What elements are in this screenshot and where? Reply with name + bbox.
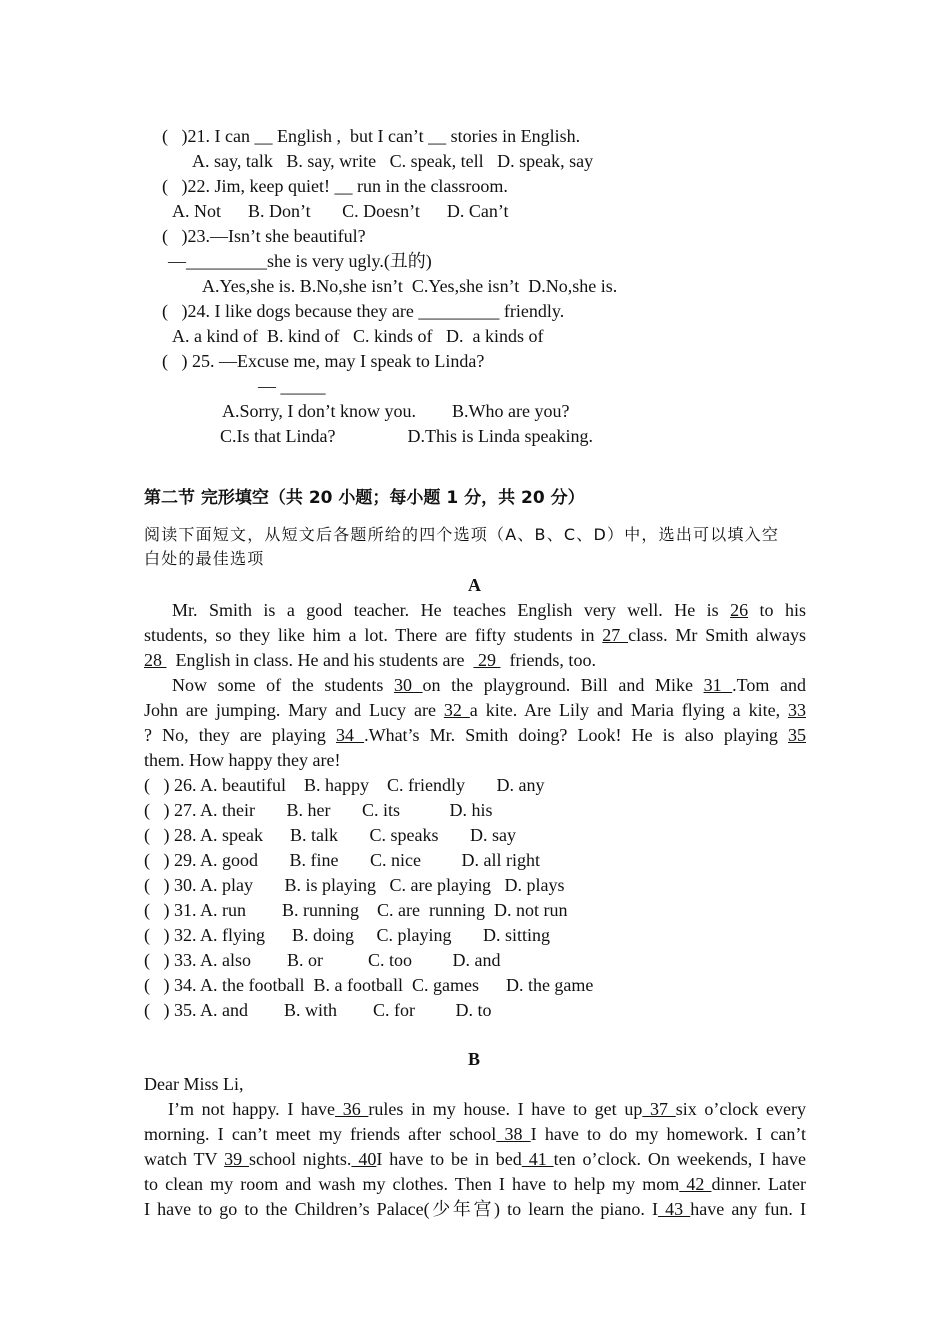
text: Now some of the students xyxy=(172,675,394,695)
question-25-reply: — _____ xyxy=(258,376,326,396)
passage-b-line-5 xyxy=(144,1197,806,1222)
question-25-options-cd: C.Is that Linda? D.This is Linda speaking. xyxy=(220,426,593,446)
option-row-27: ( ) 27. A. their B. her C. its D. his xyxy=(144,800,493,820)
option-row-32: ( ) 32. A. flying B. doing C. playing D. sitting xyxy=(144,925,551,945)
text: six o’clock every xyxy=(675,1099,807,1119)
option-row-34: ( ) 34. A. the football B. a football C. games D. the game xyxy=(144,975,594,995)
passage-a-line-6 xyxy=(144,723,806,748)
text: John are jumping. Mary and Lucy are xyxy=(144,700,444,720)
text: morning. I can’t meet my friends after school xyxy=(144,1124,497,1144)
passage-b-line-1 xyxy=(144,1097,806,1122)
blank-32: 32 xyxy=(443,700,470,720)
question-25-options-ab: A.Sorry, I don’t know you. B.Who are you? xyxy=(222,401,570,421)
blank-30: 30 xyxy=(393,675,423,695)
text: school nights. xyxy=(249,1149,352,1169)
text: .What’s Mr. Smith doing? Look! He is also playing xyxy=(364,725,788,745)
passage-b-line-3 xyxy=(144,1147,806,1172)
text: rules in my house. I have to get up xyxy=(368,1099,643,1119)
blank-28: 28 xyxy=(144,650,167,670)
blank-41: 41 xyxy=(521,1149,554,1169)
blank-29: 29 xyxy=(473,650,501,670)
question-23-reply: —_________she is very ugly.(丑的) xyxy=(168,251,432,271)
text: ten o’clock. On weekends, I have xyxy=(553,1149,807,1169)
question-24-stem: ( )24. I like dogs because they are _________ friendly. xyxy=(162,301,565,321)
blank-42: 42 xyxy=(679,1174,712,1194)
passage-a-title: A xyxy=(468,575,481,595)
text: dinner. Later xyxy=(711,1174,807,1194)
blank-43: 43 xyxy=(658,1199,691,1219)
question-23-options: A.Yes,she is. B.No,she isn’t C.Yes,she isn’t D.No,she is. xyxy=(202,276,618,296)
blank-38: 38 xyxy=(496,1124,531,1144)
option-row-35: ( ) 35. A. and B. with C. for D. to xyxy=(144,1000,492,1020)
option-row-30: ( ) 30. A. play B. is playing C. are playing D. plays xyxy=(144,875,565,895)
text: to his xyxy=(748,600,806,620)
question-22-stem: ( )22. Jim, keep quiet! __ run in the classroom. xyxy=(162,176,508,196)
question-22-options: A. Not B. Don’t C. Doesn’t D. Can’t xyxy=(172,201,509,221)
text: I have to be in bed xyxy=(376,1149,522,1169)
blank-35: 35 xyxy=(788,725,806,745)
text: a kite. Are Lily and Maria flying a kite, xyxy=(469,700,788,720)
text: on the playground. Bill and Mike xyxy=(422,675,704,695)
blank-33: 33 xyxy=(788,700,806,720)
passage-b-line-4 xyxy=(144,1172,806,1197)
option-row-29: ( ) 29. A. good B. fine C. nice D. all right xyxy=(144,850,540,870)
text: friends, too. xyxy=(500,650,596,670)
passage-b-line-2 xyxy=(144,1122,806,1147)
section-instruction-line-1: 阅读下面短文，从短文后各题所给的四个选项（A、B、C、D）中，选出可以填入空 xyxy=(144,525,780,544)
text: to clean my room and wash my clothes. Then I have to help my mom xyxy=(144,1174,680,1194)
option-row-33: ( ) 33. A. also B. or C. too D. and xyxy=(144,950,501,970)
passage-a-line-5 xyxy=(144,698,806,723)
section-instruction-line-2: 白处的最佳选项 xyxy=(144,549,265,568)
question-21-stem: ( )21. I can __ English , but I can’t __ stories in English. xyxy=(162,126,581,146)
text: .Tom and xyxy=(732,675,806,695)
section-heading: 第二节 完形填空（共 20 小题；每小题 1 分，共 20 分） xyxy=(144,488,585,508)
blank-34: 34 xyxy=(335,725,365,745)
text: I have to go to the Children’s Palace(少年宫) to learn the piano. I xyxy=(144,1199,659,1219)
passage-a-line-4 xyxy=(144,673,806,698)
text: have any fun. I xyxy=(690,1199,806,1219)
blank-26: 26 xyxy=(730,600,749,620)
passage-b-salutation: Dear Miss Li, xyxy=(144,1074,244,1094)
passage-a-line-3 xyxy=(144,648,596,673)
passage-a-line-1 xyxy=(144,598,806,623)
text: students, so they like him a lot. There are fifty students in xyxy=(144,625,603,645)
text: class. Mr Smith always xyxy=(628,625,806,645)
question-21-options: A. say, talk B. say, write C. speak, tell D. speak, say xyxy=(192,151,594,171)
text: ? No, they are playing xyxy=(144,725,336,745)
question-23-stem: ( )23.—Isn’t she beautiful? xyxy=(162,226,366,246)
passage-a-line-2 xyxy=(144,623,806,648)
option-row-26: ( ) 26. A. beautiful B. happy C. friendly D. any xyxy=(144,775,545,795)
blank-36: 36 xyxy=(335,1099,369,1119)
question-25-stem: ( ) 25. —Excuse me, may I speak to Linda? xyxy=(162,351,485,371)
blank-31: 31 xyxy=(703,675,733,695)
text: I’m not happy. I have xyxy=(168,1099,336,1119)
blank-37: 37 xyxy=(642,1099,676,1119)
passage-b-title: B xyxy=(468,1049,481,1069)
text: watch TV xyxy=(144,1149,225,1169)
text: Mr. Smith is a good teacher. He teaches English very well. He is xyxy=(172,600,731,620)
question-24-options: A. a kind of B. kind of C. kinds of D. a kinds of xyxy=(172,326,544,346)
option-row-28: ( ) 28. A. speak B. talk C. speaks D. say xyxy=(144,825,516,845)
blank-40: 40 xyxy=(351,1149,377,1169)
option-row-31: ( ) 31. A. run B. running C. are running D. not run xyxy=(144,900,568,920)
passage-a-line-7: them. How happy they are! xyxy=(144,750,341,770)
blank-27: 27 xyxy=(602,625,629,645)
text: I have to do my homework. I can’t xyxy=(530,1124,806,1144)
text: English in class. He and his students are xyxy=(166,650,474,670)
blank-39: 39 xyxy=(224,1149,250,1169)
